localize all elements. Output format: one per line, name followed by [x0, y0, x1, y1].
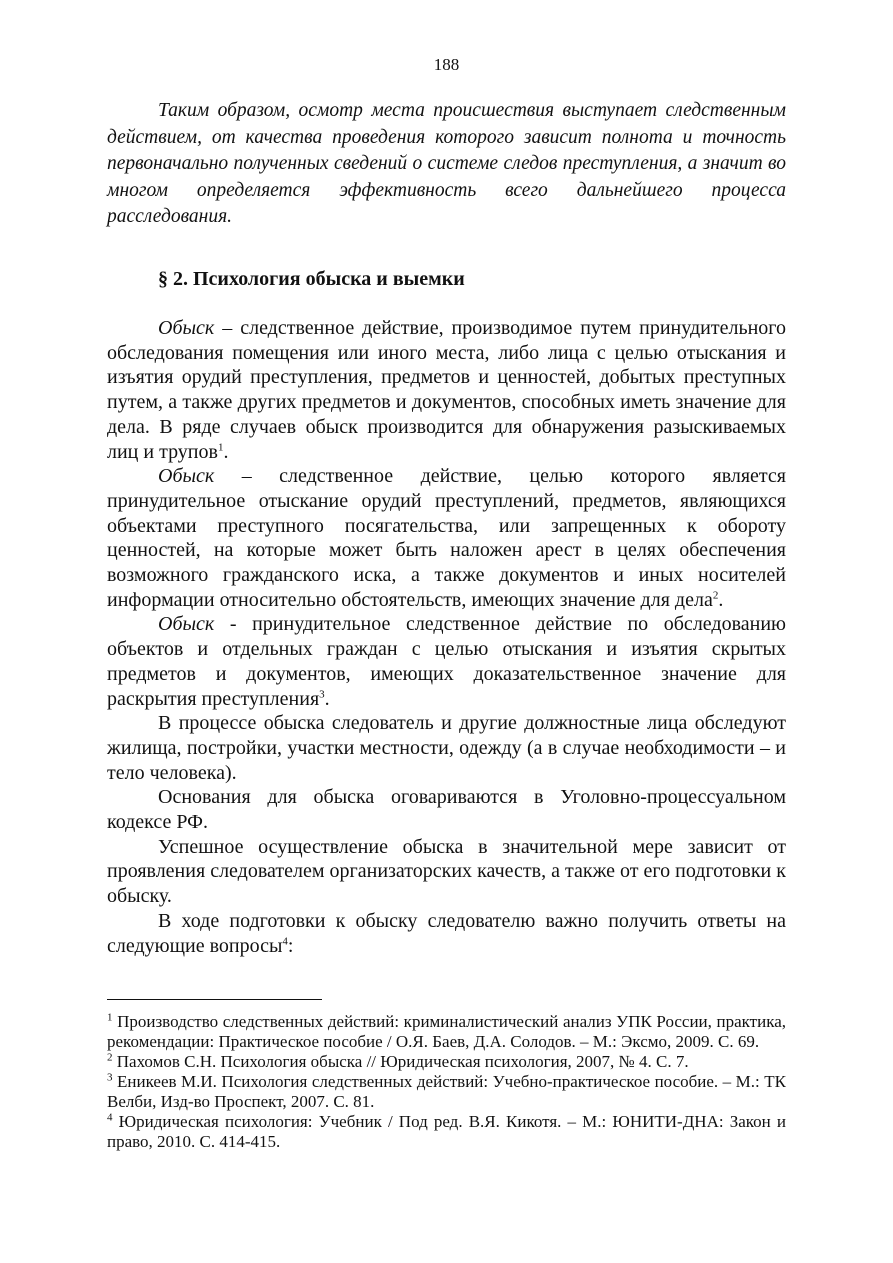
- paragraph-search-process: В процессе обыска следователь и другие должностные лица обследуют жилища, постройки, участки местности, одежду (а в случае необходимости – и тело человека).: [107, 712, 786, 784]
- term-search: Обыск: [158, 317, 215, 339]
- section-heading: § 2. Психология обыска и выемки: [158, 268, 465, 290]
- paragraph-search-success: Успешное осуществление обыска в значительной мере зависит от проявления следователем организаторских качеств, а также от его подготовки к обыску.: [107, 835, 786, 908]
- footnote-divider: [107, 999, 322, 1000]
- footnote-text: Производство следственных действий: криминалистический анализ УПК России, практика, рекомендации: Практическое пособие / О.Я. Баев, Д.А. Солодов. – М.: Эксмо, 2009. С. 69.: [107, 1012, 786, 1051]
- footnote-text: Пахомов С.Н. Психология обыска // Юридическая психология, 2007, № 4. С. 7.: [112, 1052, 689, 1071]
- term-search: Обыск: [158, 465, 215, 488]
- paragraph-end: .: [324, 687, 330, 710]
- footnote-ref[interactable]: 4: [282, 934, 288, 947]
- paragraph-search-definition-1: [107, 316, 786, 464]
- footnote-3: [107, 1072, 786, 1112]
- paragraph-end: .: [223, 440, 229, 463]
- body-text: [107, 316, 786, 958]
- footnote-text: Еникеев М.И. Психология следственных действий: Учебно-практическое пособие. – М.: ТК Велби, Изд-во Проспект, 2007. С. 81.: [107, 1072, 786, 1111]
- footnote-ref[interactable]: 2: [712, 589, 719, 602]
- footnote-ref[interactable]: 1: [217, 440, 224, 453]
- footnote-number: 1: [107, 1011, 113, 1024]
- footnotes: [107, 1012, 786, 1152]
- page-number: 188: [433, 55, 460, 74]
- footnote-number: 4: [107, 1111, 113, 1124]
- footnote-number: 2: [107, 1051, 113, 1064]
- paragraph-search-definition-2: [107, 464, 786, 612]
- paragraph-search-definition-3: [107, 612, 786, 711]
- paragraph-end: .: [718, 588, 724, 611]
- footnote-2: [107, 1052, 786, 1072]
- footnote-ref[interactable]: 3: [319, 687, 325, 700]
- paragraph-text: – следственное действие, целью которого является принудительное отыскание орудий преступлений, предметов, являющихся объектами преступного посягательства, или запрещенных к обороту ценностей, на которые может быть наложен арест в целях обеспечения возможного гражданского иска, а также документов и иных носителей информации относительно обстоятельств, имеющих значение для дела: [107, 465, 786, 611]
- footnote-4: [107, 1112, 786, 1152]
- intro-paragraph: Таким образом, осмотр места происшествия выступает следственным действием, от качества проведения которого зависит полнота и точность первоначально полученных сведений о системе следов преступления, а значит во многом определяется эффективность всего дальнейшего процесса расследования.: [107, 100, 786, 227]
- paragraph-text: – следственное действие, производимое путем принудительного обследования помещения или иного места, либо лица с целью отыскания и изъятия орудий преступления, предметов и ценностей, добытых преступных путем, а также других предметов и документов, способных иметь значение для дела. В ряде случаев обыск производится для обнаружения разыскиваемых лиц и трупов: [107, 317, 786, 463]
- term-search: Обыск: [158, 613, 215, 636]
- paragraph-end: :: [287, 934, 294, 957]
- footnote-number: 3: [107, 1071, 113, 1084]
- footnote-1: [107, 1012, 786, 1052]
- paragraph-text: - принудительное следственное действие по обследованию объектов и отдельных граждан с целью отыскания и изъятия скрытых предметов и документов, имеющих доказательственное значение для раскрытия преступления: [107, 613, 786, 710]
- footnote-text: Юридическая психология: Учебник / Под ред. В.Я. Кикотя. – М.: ЮНИТИ-ДНА: Закон и право, 2010. С. 414-415.: [107, 1112, 786, 1151]
- paragraph-text: В ходе подготовки к обыску следователю важно получить ответы на следующие вопросы: [107, 909, 786, 957]
- paragraph-search-preparation: [107, 909, 786, 958]
- paragraph-search-grounds: Основания для обыска оговариваются в Уголовно-процессуальном кодексе РФ.: [107, 786, 786, 834]
